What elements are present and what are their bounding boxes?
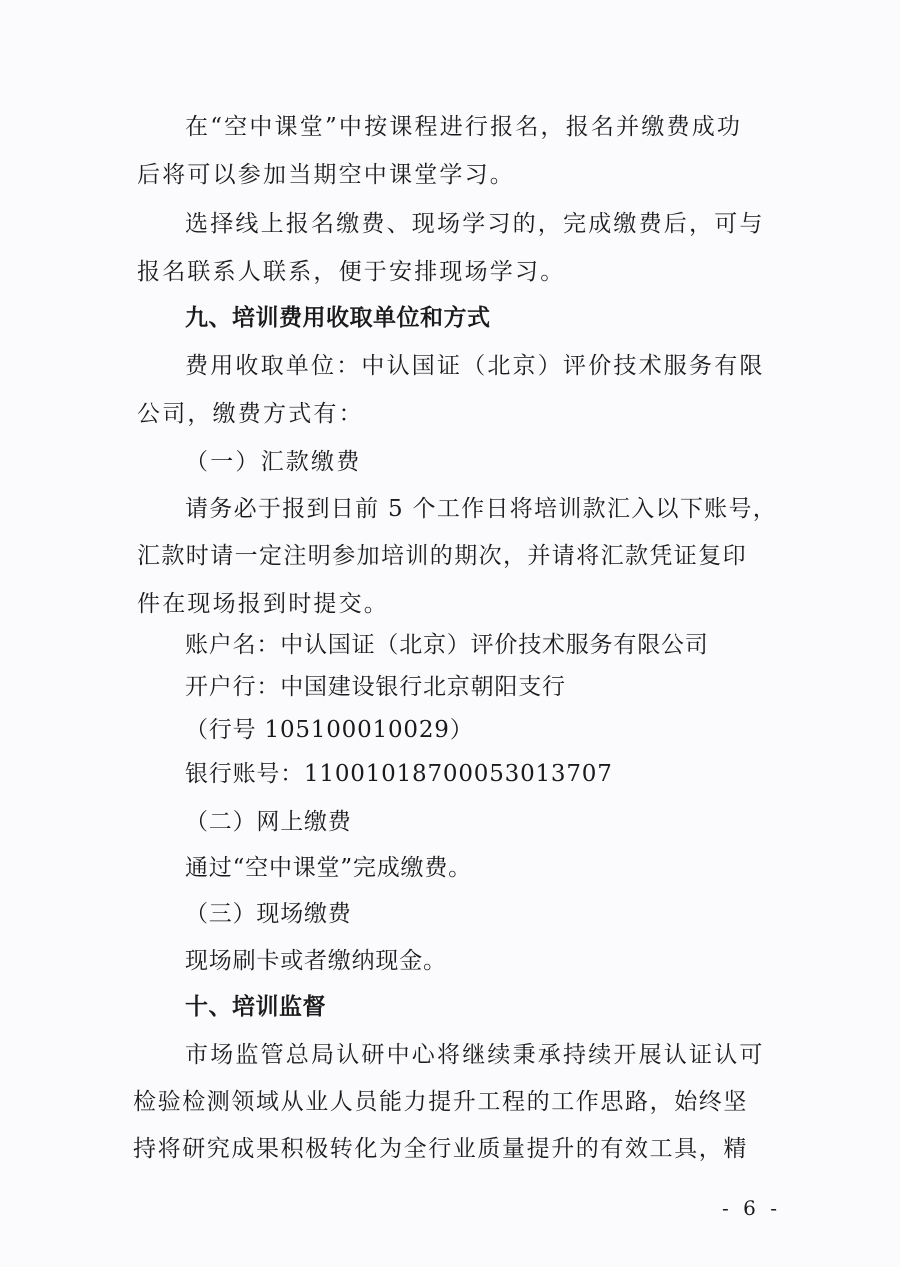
subsection-heading: （二）网上缴费 [185,809,352,835]
subsection-heading: （一）汇款缴费 [185,449,362,475]
paragraph-line: 费用收取单位：中认国证（北京）评价技术服务有限 [185,353,765,379]
bank-code: （行号 105100010029） [185,717,474,743]
paragraph-line: 汇款时请一定注明参加培训的期次，并请将汇款凭证复印 [137,543,747,569]
paragraph-line: 请务必于报到日前 5 个工作日将培训款汇入以下账号， [185,496,778,522]
subsection-heading: （三）现场缴费 [185,901,352,927]
paragraph-line: 在“空中课堂”中按课程进行报名，报名并缴费成功 [185,114,743,140]
account-name: 账户名：中认国证（北京）评价技术服务有限公司 [185,632,709,658]
section-heading-9: 九、培训费用收取单位和方式 [185,305,491,331]
paragraph-line: 选择线上报名缴费、现场学习的，完成缴费后，可与 [185,211,765,237]
paragraph-line: 通过“空中课堂”完成缴费。 [185,855,472,881]
paragraph-line: 报名联系人联系，便于安排现场学习。 [137,259,566,285]
paragraph-line: 持将研究成果积极转化为全行业质量提升的有效工具，精 [133,1136,748,1162]
bank-name: 开户行：中国建设银行北京朝阳支行 [185,674,566,700]
section-heading-10: 十、培训监督 [185,994,326,1020]
paragraph-line: 后将可以参加当期空中课堂学习。 [137,162,515,188]
paragraph-line: 件在现场报到时提交。 [137,591,389,617]
paragraph-line: 公司，缴费方式有： [137,401,364,427]
page-number: - 6 - [722,1196,781,1220]
paragraph-line: 市场监管总局认研中心将继续秉承持续开展认证认可 [185,1042,765,1068]
paragraph-line: 检验检测领域从业人员能力提升工程的工作思路，始终坚 [133,1089,748,1115]
paragraph-line: 现场刷卡或者缴纳现金。 [185,948,447,974]
bank-account-number: 银行账号：11001018700053013707 [185,761,613,787]
